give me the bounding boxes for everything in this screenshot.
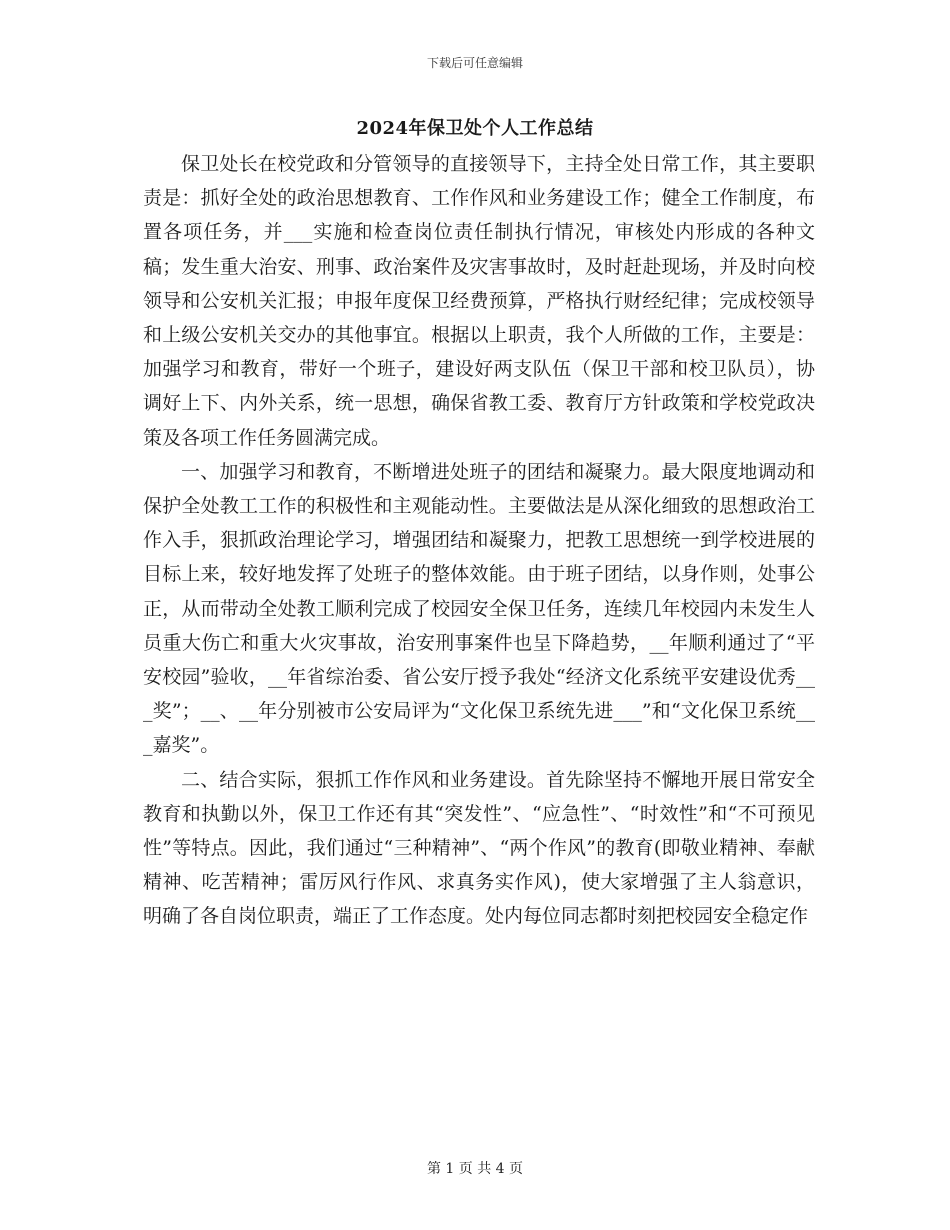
- paragraph-intro: 保卫处长在校党政和分管领导的直接领导下，主持全处日常工作，其主要职责是：抓好全处的政治思想教育、工作作风和业务建设工作；健全工作制度，布置各项任务，并___实施和检查岗位责任制执行情况，审核处内形成的各种文稿；发生重大治安、刑事、政治案件及灾害事故时，及时赶赴现场，并及时向校领导和公安机关汇报；申报年度保卫经费预算，严格执行财经纪律；完成校领导和上级公安机关交办的其他事宜。根据以上职责，我个人所做的工作，主要是：加强学习和教育，带好一个班子，建设好两支队伍（保卫干部和校卫队员），协调好上下、内外关系，统一思想，确保省教工委、教育厅方针政策和学校党政决策及各项工作任务圆满完成。: [143, 153, 815, 449]
- page-header-note: 下载后可任意编辑: [426, 56, 523, 70]
- paragraph-section-one: 一、加强学习和教育，不断增进处班子的团结和凝聚力。最大限度地调动和保护全处教工工作的积极性和主观能动性。主要做法是从深化细致的思想政治工作入手，狠抓政治理论学习，增强团结和凝聚力，把教工思想统一到学校进展的目标上来，较好地发挥了处班子的整体效能。由于班子团结，以身作则，处事公正，从而带动全处教工顺利完成了校园安全保卫任务，连续几年校园内未发生人员重大伤亡和重大火灾事故，治安刑事案件也呈下降趋势，__年顺利通过了“平安校园”验收，__年省综治委、省公安厅授予我处“经济文化系统平安建设优秀___奖”；__、__年分别被市公安局评为“文化保卫系统先进___”和“文化保卫系统___嘉奖”。: [143, 460, 815, 757]
- paragraph-section-two: 二、结合实际，狠抓工作作风和业务建设。首先除坚持不懈地开展日常安全教育和执勤以外，保卫工作还有其“突发性”、“应急性”、“时效性”和“不可预见性”等特点。因此，我们通过“三种精神”、“两个作风”的教育(即敬业精神、奉献精神、吃苦精神；雷厉风行作风、求真务实作风)，使大家增强了主人翁意识，明确了各自岗位职责，端正了工作态度。处内每位同志都时刻把校园安全稳定作: [143, 768, 815, 928]
- page-number-footer: 第 1 页 共 4 页: [426, 1161, 524, 1177]
- document-title: 2024年保卫处个人工作总结: [356, 118, 594, 139]
- document-body: [143, 147, 815, 934]
